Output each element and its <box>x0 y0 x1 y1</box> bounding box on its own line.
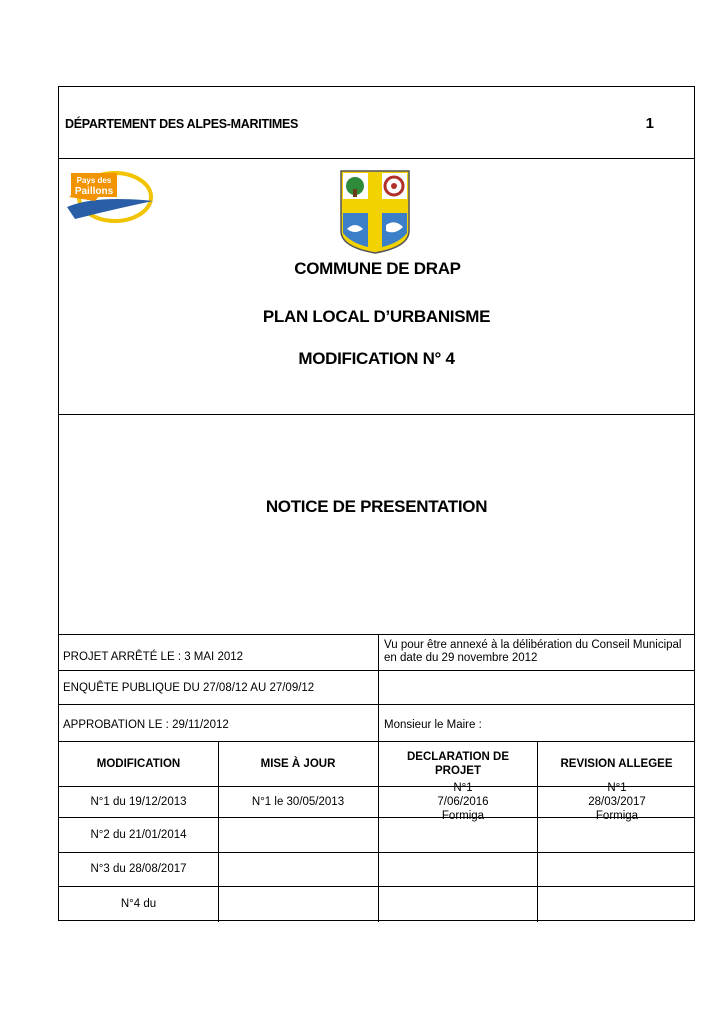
table-cell: N°1 le 30/05/2013 <box>251 795 345 808</box>
header-revision: REVISION ALLEGEE <box>560 758 673 770</box>
table-cell: N°1 28/03/2017 Formiga <box>588 781 646 822</box>
approbation-row <box>59 705 694 742</box>
notice-section <box>59 415 694 635</box>
column-divider <box>378 671 379 704</box>
document-frame <box>58 86 695 921</box>
header-row <box>59 87 694 159</box>
page-number: 1 <box>645 115 654 132</box>
notice-title: NOTICE DE PRESENTATION <box>265 497 488 516</box>
header-modification: MODIFICATION <box>96 758 181 770</box>
table-cell: N°1 du 19/12/2013 <box>90 795 187 808</box>
table-cell: N°2 du 21/01/2014 <box>90 828 187 841</box>
history-table <box>59 742 694 922</box>
annexe-note: Vu pour être annexé à la délibération du Conseil Municipal en date du 29 novembre 2012 <box>384 639 682 664</box>
table-cell: N°1 7/06/2016 Formiga <box>437 781 489 822</box>
header-mise-a-jour: MISE À JOUR <box>260 758 336 770</box>
approbation: APPROBATION LE : 29/11/2012 <box>63 719 229 731</box>
pays-des-paillons-logo <box>65 167 157 227</box>
department-title: DÉPARTEMENT DES ALPES-MARITIMES <box>65 117 299 131</box>
logo-line1: Pays des <box>76 176 112 185</box>
plan-title: PLAN LOCAL D’URBANISME <box>262 307 491 326</box>
modification-title: MODIFICATION N° 4 <box>298 349 455 368</box>
table-cell: N°4 du <box>120 897 157 910</box>
commune-title: COMMUNE DE DRAP <box>294 259 461 278</box>
title-section <box>59 159 694 415</box>
header-declaration: DECLARATION DE PROJET <box>406 751 509 777</box>
enquete-row <box>59 671 694 705</box>
column-divider <box>378 635 379 670</box>
projet-row <box>59 635 694 671</box>
enquete-publique: ENQUÊTE PUBLIQUE DU 27/08/12 AU 27/09/12 <box>63 682 315 694</box>
commune-crest-icon <box>339 169 411 255</box>
column-divider <box>378 705 379 741</box>
maire-label: Monsieur le Maire : <box>384 719 482 731</box>
logo-line2: Paillons <box>74 186 114 197</box>
table-cell: N°3 du 28/08/2017 <box>90 863 187 875</box>
column-divider <box>378 742 379 922</box>
projet-arrete: PROJET ARRÊTÉ LE : 3 MAI 2012 <box>63 651 244 663</box>
